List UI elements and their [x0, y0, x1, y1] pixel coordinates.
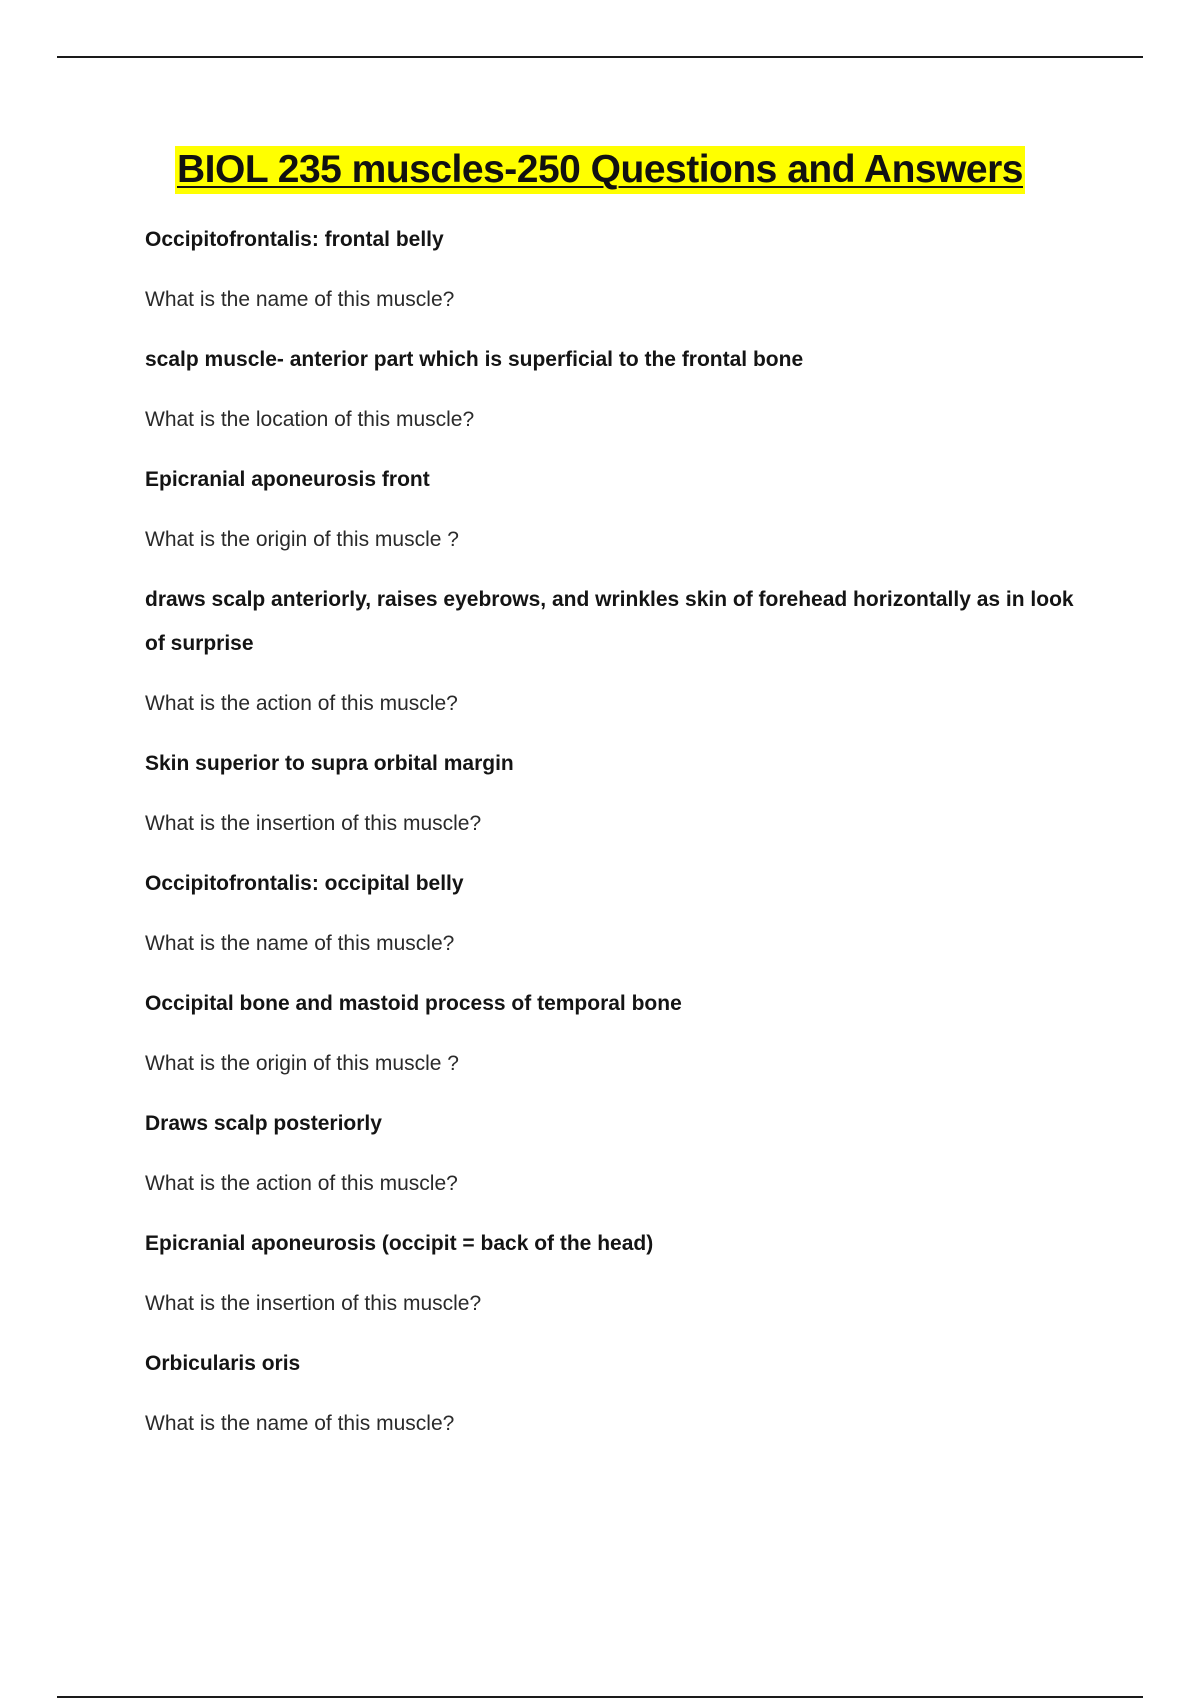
- answer-text: Occipitofrontalis: occipital belly: [145, 872, 464, 895]
- answer-text: Occipital bone and mastoid process of temporal bone: [145, 992, 682, 1015]
- qa-item: [145, 1222, 1085, 1326]
- answer-text: Epicranial aponeurosis front: [145, 468, 430, 491]
- top-divider: [57, 56, 1143, 58]
- qa-item: [145, 982, 1085, 1086]
- qa-item: [145, 578, 1085, 726]
- question-text: What is the name of this muscle?: [145, 932, 455, 955]
- question-text: What is the origin of this muscle ?: [145, 528, 459, 551]
- question-text: What is the name of this muscle?: [145, 1412, 455, 1435]
- qa-item: [145, 338, 1085, 442]
- question-text: What is the insertion of this muscle?: [145, 1292, 482, 1315]
- qa-item: [145, 742, 1085, 846]
- qa-item: [145, 1102, 1085, 1206]
- answer-text: Occipitofrontalis: frontal belly: [145, 228, 444, 251]
- title-container: [0, 146, 1200, 194]
- question-text: What is the location of this muscle?: [145, 408, 475, 431]
- question-text: What is the name of this muscle?: [145, 288, 455, 311]
- qa-item: [145, 1342, 1085, 1446]
- answer-text: scalp muscle- anterior part which is superficial to the frontal bone: [145, 348, 804, 371]
- qa-item: [145, 862, 1085, 966]
- answer-text: Draws scalp posteriorly: [145, 1112, 382, 1135]
- bottom-divider: [57, 1696, 1143, 1698]
- answer-text: Epicranial aponeurosis (occipit = back of the head): [145, 1232, 654, 1255]
- question-text: What is the action of this muscle?: [145, 1172, 458, 1195]
- answer-text: Orbicularis oris: [145, 1352, 301, 1375]
- qa-item: [145, 218, 1085, 322]
- answer-text: draws scalp anteriorly, raises eyebrows, and wrinkles skin of forehead horizontally as in look of surprise: [145, 588, 1074, 655]
- answer-text: Skin superior to supra orbital margin: [145, 752, 514, 775]
- question-text: What is the action of this muscle?: [145, 692, 458, 715]
- qa-item: [145, 458, 1085, 562]
- qa-list: [145, 218, 1085, 1462]
- question-text: What is the insertion of this muscle?: [145, 812, 482, 835]
- question-text: What is the origin of this muscle ?: [145, 1052, 459, 1075]
- document-title: BIOL 235 muscles-250 Questions and Answers: [175, 146, 1025, 194]
